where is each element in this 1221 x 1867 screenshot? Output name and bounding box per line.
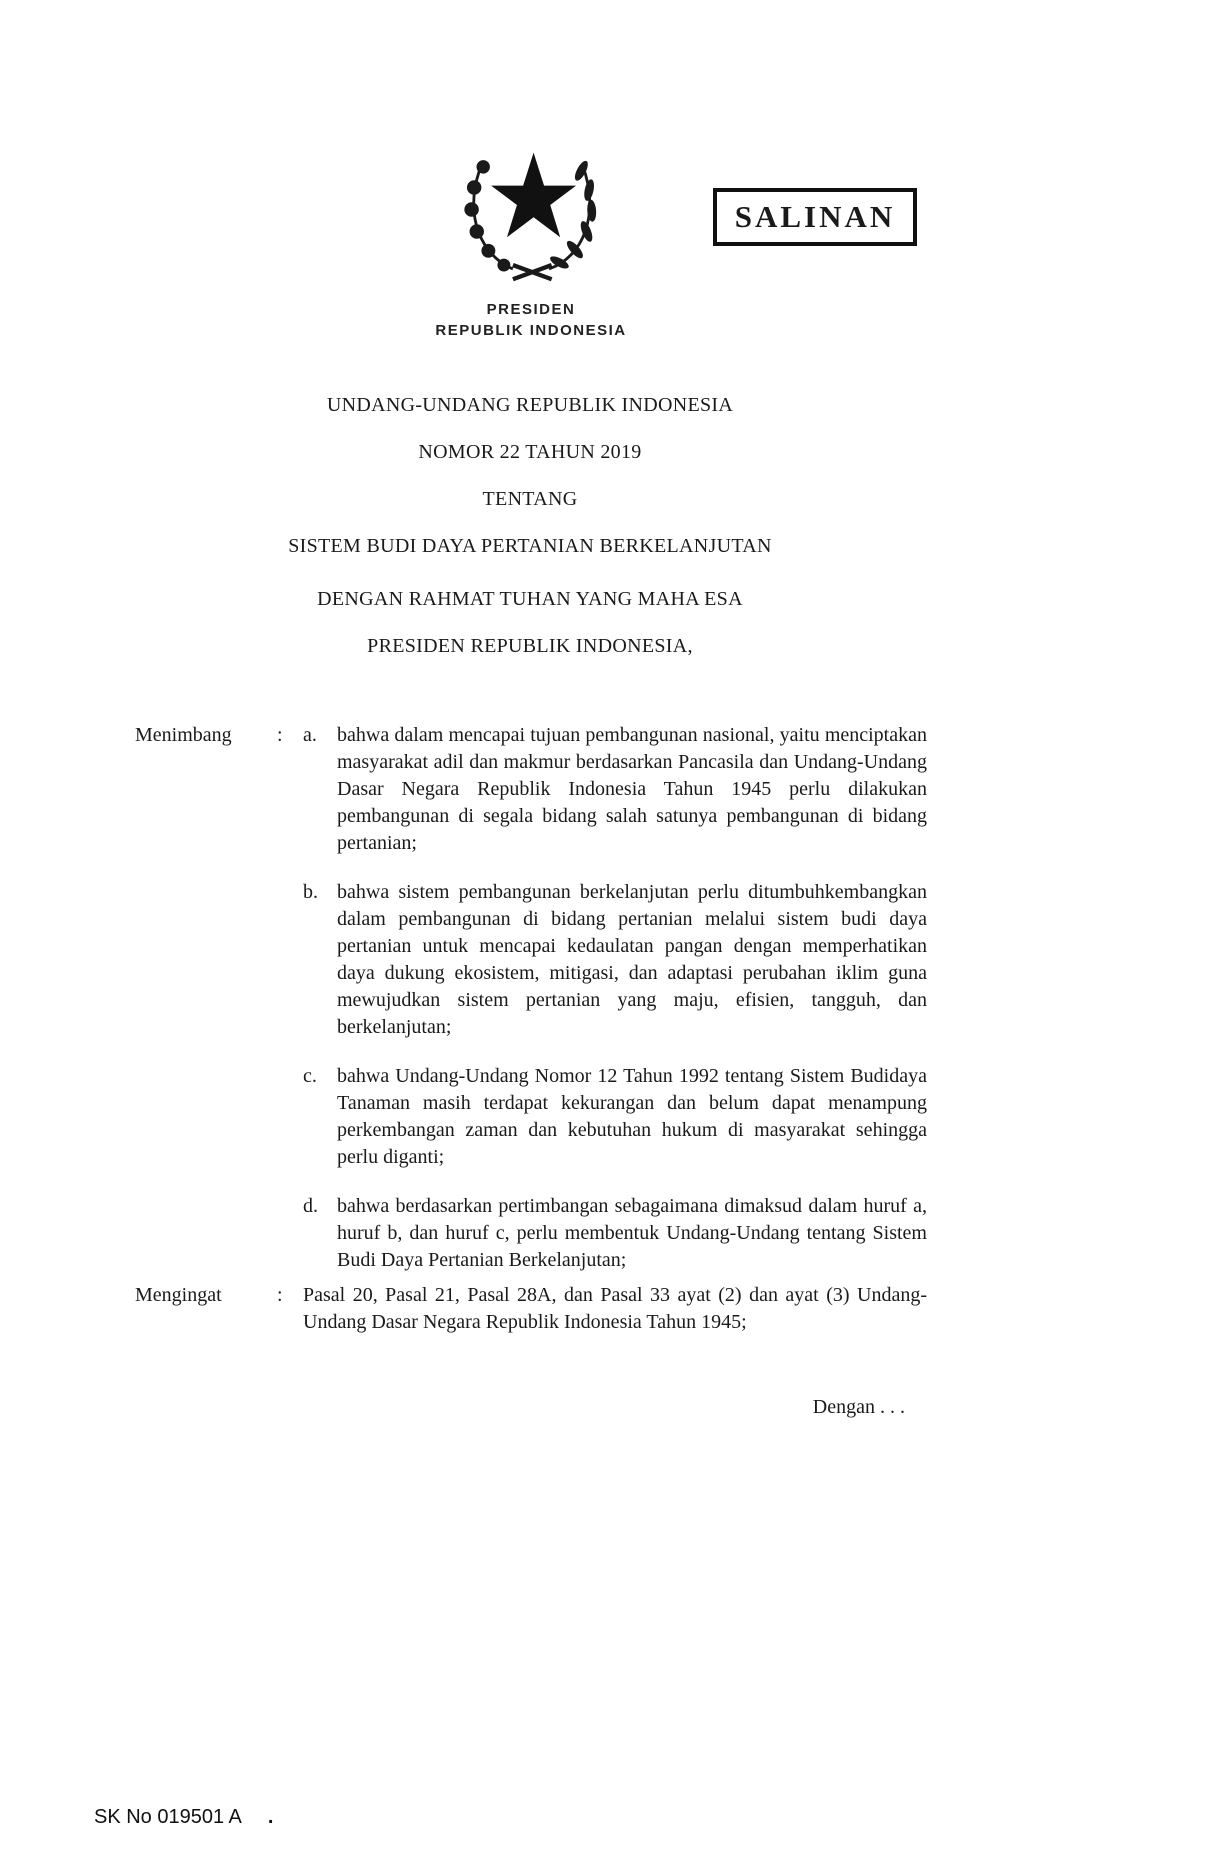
- spacer: [277, 1193, 303, 1274]
- presidential-star-wreath-emblem-icon: [452, 132, 610, 287]
- considerations-section: [135, 722, 927, 1274]
- mengingat-label: Mengingat: [135, 1284, 222, 1306]
- continuation-catchword: Dengan . . .: [812, 1396, 905, 1418]
- invocation-line: DENGAN RAHMAT TUHAN YANG MAHA ESA: [317, 588, 743, 610]
- salinan-stamp: [713, 188, 917, 246]
- consideration-d-text: bahwa berdasarkan pertimbangan sebagaimana dimaksud dalam huruf a, huruf b, dan huruf c, perlu membentuk Undang-Undang tentang Sistem Budi Daya Pertanian Berkelanjutan;: [337, 1195, 927, 1271]
- emblem-caption: [0, 299, 1221, 341]
- control-number-footer: [94, 1806, 273, 1829]
- spacer: [135, 1063, 277, 1171]
- law-title-line1: UNDANG-UNDANG REPUBLIK INDONESIA: [326, 394, 734, 416]
- title-block: [135, 392, 925, 680]
- law-number-line: NOMOR 22 TAHUN 2019: [418, 441, 642, 463]
- consideration-c-text: bahwa Undang-Undang Nomor 12 Tahun 1992 tentang Sistem Budidaya Tanaman masih terdapat kekurangan dan belum dapat menampung perkembangan zaman dan kebutuhan hukum di masyarakat sehingga perlu diganti;: [337, 1065, 927, 1168]
- emblem-caption-line2: REPUBLIK INDONESIA: [435, 322, 627, 339]
- spacer: [277, 1063, 303, 1171]
- spacer: [135, 1193, 277, 1274]
- law-subject-line: SISTEM BUDI DAYA PERTANIAN BERKELANJUTAN: [288, 535, 772, 557]
- consideration-c-marker: c.: [303, 1065, 317, 1087]
- tentang-line: TENTANG: [482, 488, 578, 510]
- consideration-d-marker: d.: [303, 1195, 318, 1217]
- consideration-a-text: bahwa dalam mencapai tujuan pembangunan nasional, yaitu menciptakan masyarakat adil dan makmur berdasarkan Pancasila dan Undang-Undang Dasar Negara Republik Indonesia Tahun 1945 perlu dilakukan pembangunan di segala bidang salah satunya pembangunan di bidang pertanian;: [337, 724, 927, 854]
- spacer: [135, 879, 277, 1041]
- legal-basis-section: [135, 1282, 927, 1336]
- control-number-text: SK No 019501 A: [94, 1806, 242, 1828]
- menimbang-colon: :: [277, 724, 283, 746]
- legal-basis-text: Pasal 20, Pasal 21, Pasal 28A, dan Pasal 33 ayat (2) dan ayat (3) Undang-Undang Dasar Negara Republik Indonesia Tahun 1945;: [303, 1284, 927, 1333]
- consideration-b-text: bahwa sistem pembangunan berkelanjutan perlu ditumbuhkembangkan dalam pembangunan di bidang pertanian melalui sistem budi daya pertanian untuk mencapai kedaulatan pangan dengan memperhatikan daya dukung ekosistem, mitigasi, dan adaptasi perubahan iklim guna mewujudkan sistem pertanian yang maju, efisien, tangguh, dan berkelanjutan;: [337, 881, 927, 1038]
- emblem-caption-line1: PRESIDEN: [486, 301, 576, 318]
- consideration-a-marker: a.: [303, 724, 317, 746]
- menimbang-label: Menimbang: [135, 724, 232, 746]
- control-number-dot: .: [267, 1806, 274, 1828]
- salinan-stamp-text: SALINAN: [734, 199, 896, 234]
- mengingat-colon: :: [277, 1284, 283, 1306]
- consideration-b-marker: b.: [303, 881, 318, 903]
- president-line: PRESIDEN REPUBLIK INDONESIA,: [367, 635, 693, 657]
- spacer: [277, 879, 303, 1041]
